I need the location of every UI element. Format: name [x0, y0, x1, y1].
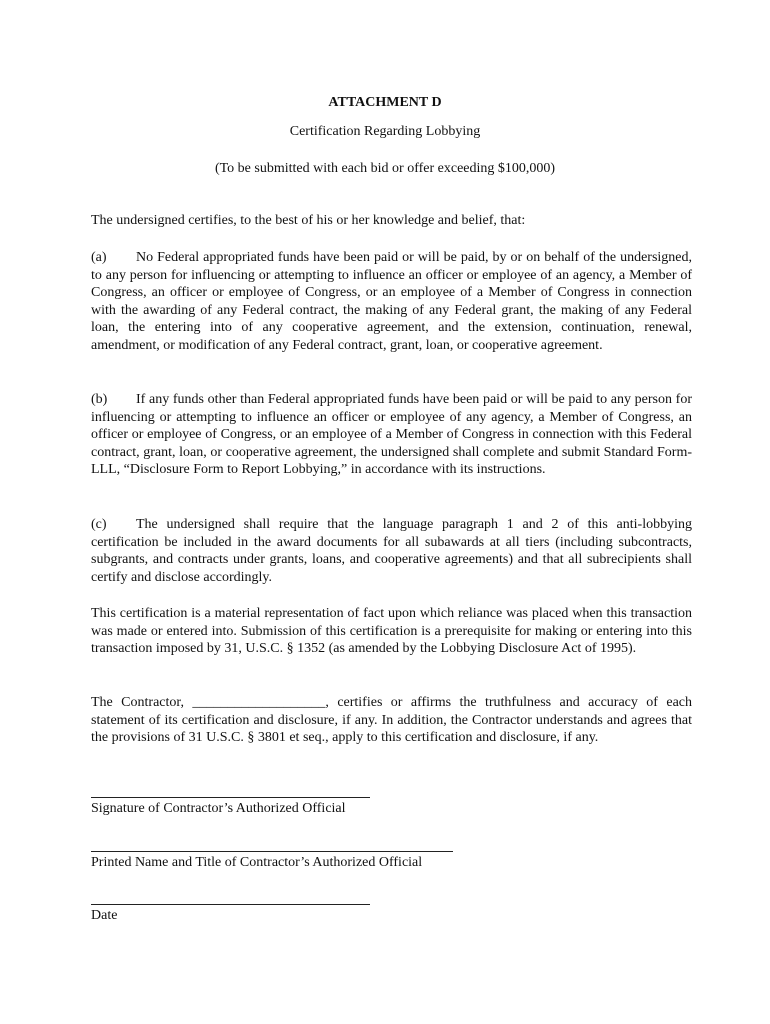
submission-note: (To be submitted with each bid or offer exceeding $100,000)	[214, 161, 556, 176]
date-line[interactable]	[91, 904, 370, 905]
paragraph-b-text: If any funds other than Federal appropriated funds have been paid or will be paid to any person for influencing or attempting to influence an officer or employee of any agency, a Member of Congress, an officer or employee of Congress, or an employee of a Member of Congress in connection with this Federal contract, grant, loan, or cooperative agreement, the undersigned shall complete and submit Standard Form-LLL, “Disclosure Form to Report Lobbying,” in accordance with its instructions.	[91, 392, 692, 478]
printed-name-title-label: Printed Name and Title of Contractor’s Authorized Official	[91, 855, 423, 870]
paragraph-a-label: (a)	[91, 250, 107, 265]
signature-label: Signature of Contractor’s Authorized Official	[91, 801, 346, 816]
paragraph-a	[91, 249, 692, 355]
paragraph-c	[91, 516, 692, 586]
paragraph-c-text: The undersigned shall require that the language paragraph 1 and 2 of this anti-lobbying certification be included in the award documents for all subawards at all tiers (including subcontracts, subgrants, and contracts under grants, loans, and cooperative agreements) and that all subrecipients shall certify and disclose accordingly.	[91, 517, 692, 585]
signature-line[interactable]	[91, 797, 370, 798]
contractor-paragraph: The Contractor, ___________________, certifies or affirms the truthfulness and accuracy of each statement of its certification and disclosure, if any. In addition, the Contractor understands and agrees that the provisions of 31 U.S.C. § 3801 et seq., apply to this certification and disclosure, if any.	[91, 695, 692, 746]
paragraph-b-label: (b)	[91, 392, 108, 407]
printed-name-title-line[interactable]	[91, 851, 453, 852]
material-representation-paragraph: This certification is a material representation of fact upon which reliance was placed when this transaction was made or entered into. Submission of this certification is a prerequisite for making or entering into this transaction imposed by 31, U.S.C. § 1352 (as amended by the Lobbying Disclosure Act of 1995).	[91, 606, 692, 657]
paragraph-c-label: (c)	[91, 517, 107, 532]
document-title: ATTACHMENT D	[328, 95, 442, 110]
paragraph-a-text: No Federal appropriated funds have been paid or will be paid, by or on behalf of the undersigned, to any person for influencing or attempting to influence an officer or employee of an agency, a Member of Congress, an officer or employee of Congress, or an employee of a Member of Congress in connection with the awarding of any Federal contract, the making of any Federal grant, the making of any Federal loan, the entering into of any cooperative agreement, and the extension, continuation, renewal, amendment, or modification of any Federal contract, grant, loan, or cooperative agreement.	[91, 250, 692, 353]
intro-paragraph: The undersigned certifies, to the best of his or her knowledge and belief, that:	[91, 213, 526, 228]
paragraph-b	[91, 391, 692, 479]
document-subtitle: Certification Regarding Lobbying	[289, 124, 481, 139]
date-label: Date	[91, 908, 118, 923]
